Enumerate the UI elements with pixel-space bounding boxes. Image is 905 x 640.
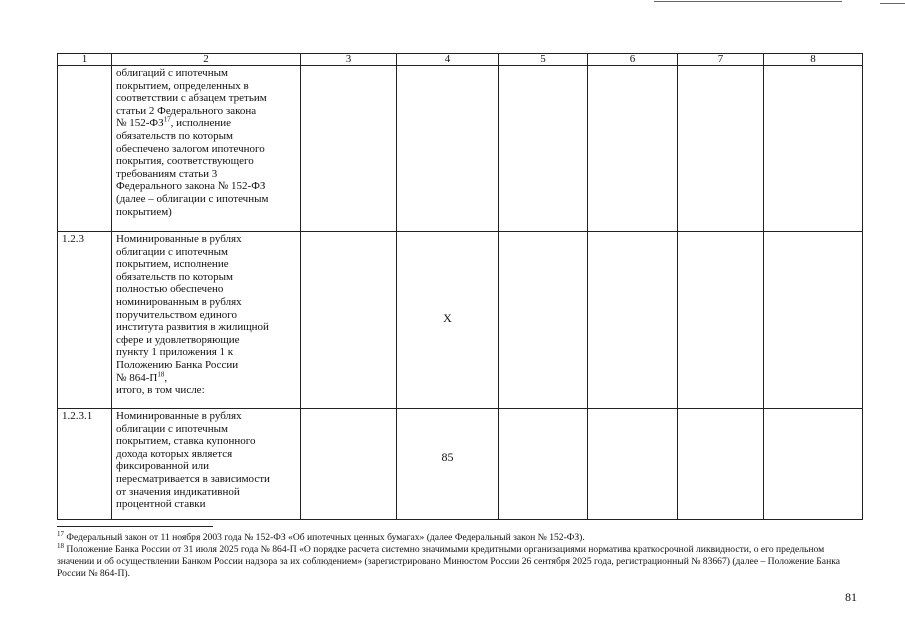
- footnote-number: 17: [57, 529, 64, 538]
- row-description: [112, 232, 301, 409]
- table-cell: [588, 232, 678, 409]
- table-cell: [301, 409, 397, 520]
- table-cell: [397, 66, 499, 232]
- regulation-table: [57, 53, 863, 520]
- table-cell: [301, 232, 397, 409]
- table-cell: [588, 409, 678, 520]
- cell-value: X: [443, 311, 452, 325]
- row-description: [112, 409, 301, 520]
- table-cell: [764, 409, 863, 520]
- header-cell: 5: [499, 54, 588, 66]
- footnote-text: Положение Банка России от 31 июля 2025 года № 864-П «О порядке расчета системно значимыми кредитными организациями норматива краткосрочной ликвидности, о его предельном значении и об осуществлении Банком России надзора за их соблюдением» (зарегистрировано Минюстом России 26 сентября 2025 года, регистрационный № 83667) (далее – Положение Банка России № 864-П).: [57, 544, 840, 579]
- footnote: [57, 529, 862, 544]
- footnote-text: Федеральный закон от 11 ноября 2003 года № 152-ФЗ «Об ипотечных ценных бумагах» (далее Федеральный закон № 152-ФЗ).: [64, 532, 585, 543]
- footnote: [57, 541, 862, 580]
- top-rule: [654, 1, 842, 2]
- table-cell: [397, 232, 499, 409]
- footnote-ref: 17: [163, 115, 171, 124]
- table-cell: [764, 232, 863, 409]
- table-cell: [397, 409, 499, 520]
- row-code: 1.2.3: [58, 232, 112, 409]
- footnotes: [57, 529, 862, 580]
- header-cell: 3: [301, 54, 397, 66]
- table-row: [58, 409, 863, 520]
- table-cell: [588, 66, 678, 232]
- row-text: Номинированные в рублях облигации с ипотечным покрытием, ставка купонного дохода которых является фиксированной или пересматривается в зависимости от значения индикативной процентной ставки: [116, 410, 270, 511]
- header-cell: 8: [764, 54, 863, 66]
- header-cell: 4: [397, 54, 499, 66]
- header-cell: 7: [678, 54, 764, 66]
- header-cell: 1: [58, 54, 112, 66]
- table-cell: [499, 66, 588, 232]
- header-cell: 2: [112, 54, 301, 66]
- footnote-separator: [57, 526, 213, 527]
- row-text-continued: , итого, в том числе:: [116, 371, 205, 397]
- row-text: облигаций с ипотечным покрытием, определенных в соответствии с абзацем третьим статьи 2 Федерального закона № 152-ФЗ: [116, 67, 267, 130]
- row-description: [112, 66, 301, 232]
- table-row: [58, 66, 863, 232]
- table-cell: [678, 232, 764, 409]
- table-cell: [499, 232, 588, 409]
- row-text: Номинированные в рублях облигации с ипотечным покрытием, исполнение обязательств по которым полностью обеспечено номинированным в рублях поручительством единого института развития в жилищной сфере и удовлетворяющие пункту 1 приложения 1 к Положению Банка России № 864-П: [116, 233, 269, 384]
- table-cell: [678, 66, 764, 232]
- page-number: 81: [845, 590, 857, 604]
- header-cell: 6: [588, 54, 678, 66]
- footnote-number: 18: [57, 541, 64, 550]
- table-header-row: [58, 54, 863, 66]
- top-rule-short: [880, 3, 905, 4]
- table-cell: [764, 66, 863, 232]
- row-code: [58, 66, 112, 232]
- row-text-continued: , исполнение обязательств по которым обеспечено залогом ипотечного покрытия, соответствующего требованиям статьи 3 Федерального закона № 152-ФЗ (далее – облигации с ипотечным покрытием): [116, 117, 269, 218]
- row-code: 1.2.3.1: [58, 409, 112, 520]
- cell-value: 85: [441, 450, 454, 464]
- table-cell: [301, 66, 397, 232]
- table-cell: [499, 409, 588, 520]
- table-row: [58, 232, 863, 409]
- footnote-ref: 18: [157, 369, 165, 378]
- table-cell: [678, 409, 764, 520]
